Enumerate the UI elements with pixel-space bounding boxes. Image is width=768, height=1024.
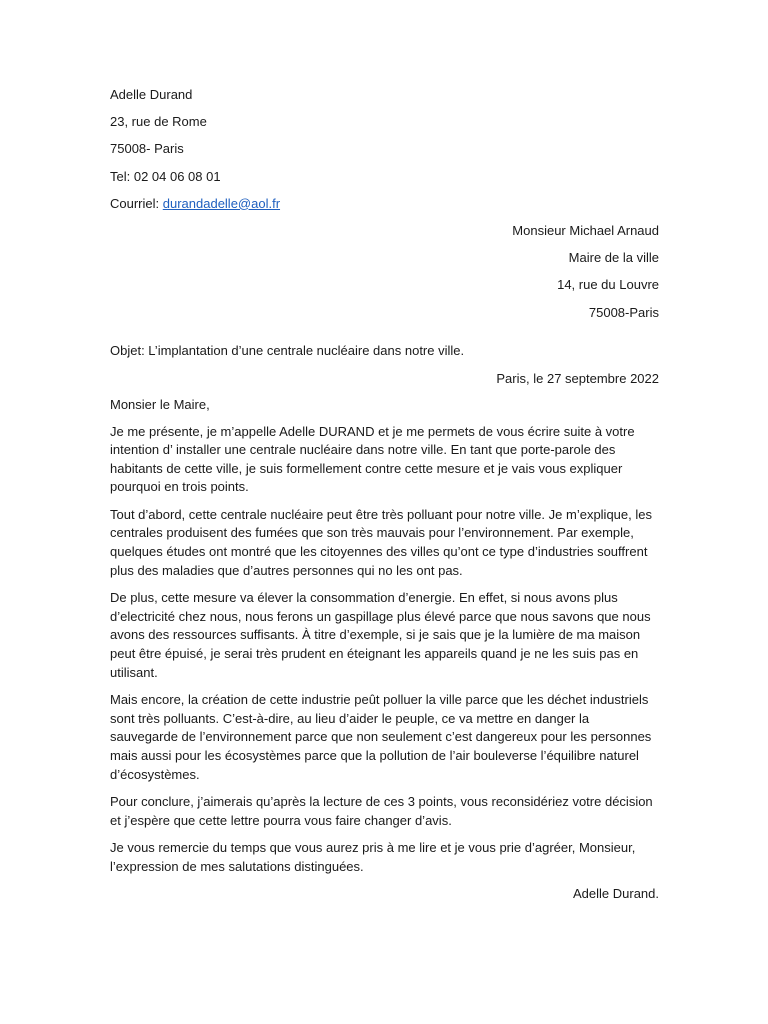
body-paragraph: Tout d’abord, cette centrale nucléaire peut être très polluant pour notre ville. Je m’explique, les centrales produisent des fumées que son très mauvais pour l’environnement. Par exemple, quelques études ont montré que les citoyennes des villes qu’ont ce type d’industries souffrent plus des maladies que d’autres personnes qui no les ont pas. — [110, 506, 652, 578]
body-paragraph: De plus, cette mesure va élever la consommation d’energie. En effet, si nous avons plus d’electricité chez nous, nous ferons un gaspillage plus élevé parce que nous savons que nous avons des ressources suffisants. À titre d’exemple, si je sais que je la lumière de ma maison peut être épuisé, je serai très prudent en éteignant les appareils quand je ne les suis pas en utilisant. — [110, 590, 651, 680]
sender-phone: Tel: 02 04 06 08 01 — [110, 168, 221, 184]
recipient-block — [110, 222, 659, 322]
sender-email-label: Courriel: — [110, 195, 163, 211]
letter-page — [110, 86, 659, 903]
body-paragraph: Mais encore, la création de cette industrie peût polluer la ville parce que les déchet industriels sont très polluants. C’est-à-dire, au lieu d’aider le peuple, ce va mettre en danger la sauvegarde de l’environnement parce que non seulement c’est dangereux pour les personnes mais aussi pour les écosystèmes parce que la pollution de l’air bouleverse l’équilibre naturel d’écosystèmes. — [110, 692, 652, 782]
sender-name: Adelle Durand — [110, 87, 193, 102]
letter-subject: Objet: L’implantation d’une centrale nucléaire dans notre ville. — [110, 342, 465, 358]
body-paragraph: Je vous remercie du temps que vous aurez pris à me lire et je vous prie d’agréer, Monsieur, l’expression de mes salutations distinguées. — [110, 840, 636, 874]
body-paragraph: Pour conclure, j’aimerais qu’après la lecture de ces 3 points, vous reconsidériez votre décision et j’espère que cette lettre pourra vous faire changer d’avis. — [110, 794, 653, 828]
letter-signature: Adelle Durand. — [573, 885, 659, 901]
recipient-city: 75008-Paris — [588, 304, 659, 320]
sender-block — [110, 86, 659, 213]
letter-body — [110, 423, 659, 877]
sender-email-line — [110, 195, 659, 213]
letter-date: Paris, le 27 septembre 2022 — [496, 370, 659, 386]
recipient-title: Maire de la ville — [568, 250, 659, 266]
sender-street: 23, rue de Rome — [110, 114, 207, 130]
recipient-street: 14, rue du Louvre — [557, 277, 659, 293]
sender-email-link[interactable]: durandadelle@aol.fr — [162, 195, 281, 211]
sender-city: 75008- Paris — [110, 141, 184, 157]
letter-salutation: Monsier le Maire, — [110, 396, 210, 412]
body-paragraph: Je me présente, je m’appelle Adelle DURAND et je me permets de vous écrire suite à votre intention d’ installer une centrale nucléaire dans notre ville. En tant que porte-parole des habitants de cette ville, je suis formellement contre cette mesure et je vais vous expliquer pourquoi en trois points. — [110, 423, 635, 495]
recipient-name: Monsieur Michael Arnaud — [512, 222, 659, 238]
